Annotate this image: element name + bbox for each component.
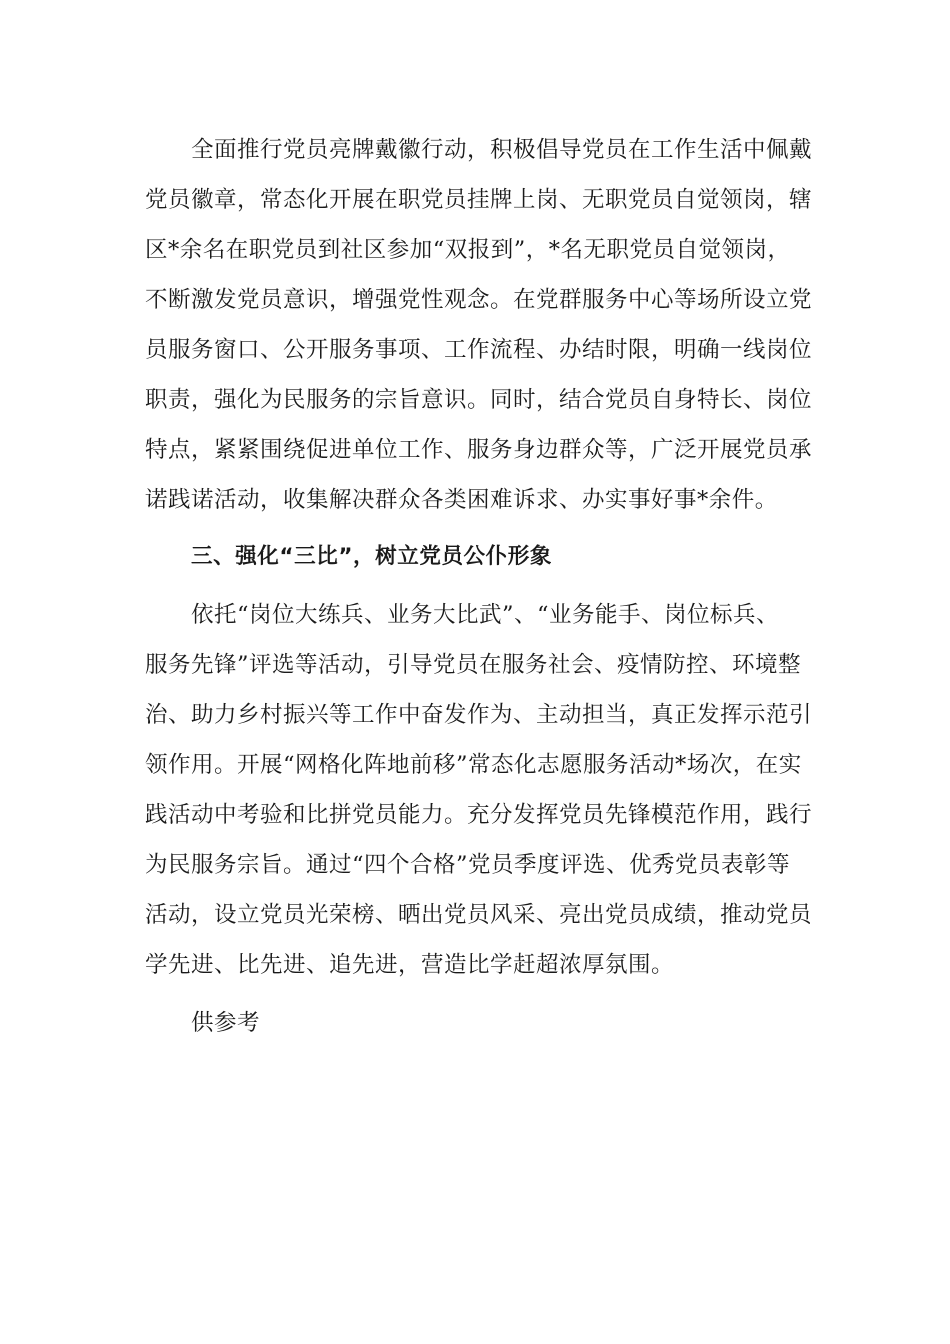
- section-heading: 三、强化“三比”，树立党员公仆形象: [191, 544, 552, 569]
- paragraph-line: 职责，强化为民服务的宗旨意识。同时，结合党员自身特长、岗位: [145, 387, 813, 413]
- paragraph-line: 员服务窗口、公开服务事项、工作流程、办结时限，明确一线岗位: [145, 337, 813, 363]
- paragraph-line: 为民服务宗旨。通过“四个合格”党员季度评选、优秀党员表彰等: [145, 852, 791, 878]
- paragraph-line: 不断激发党员意识，增强党性观念。在党群服务中心等场所设立党: [145, 287, 813, 313]
- paragraph-line: 区*余名在职党员到社区参加“双报到”，*名无职党员自觉领岗，: [145, 237, 791, 263]
- closing-note: 供参考: [191, 1010, 261, 1036]
- paragraph-line: 依托“岗位大练兵、业务大比武”、“业务能手、岗位标兵、: [191, 602, 780, 628]
- paragraph-line: 全面推行党员亮牌戴徽行动，积极倡导党员在工作生活中佩戴: [191, 137, 813, 163]
- paragraph-line: 特点，紧紧围绕促进单位工作、服务身边群众等，广泛开展党员承: [145, 437, 813, 463]
- paragraph-line: 活动，设立党员光荣榜、晒出党员风采、亮出党员成绩，推动党员: [145, 902, 813, 928]
- paragraph-line: 治、助力乡村振兴等工作中奋发作为、主动担当，真正发挥示范引: [145, 702, 813, 728]
- paragraph-line: 学先进、比先进、追先进，营造比学赶超浓厚氛围。: [145, 952, 675, 978]
- paragraph-line: 诺践诺活动，收集解决群众各类困难诉求、办实事好事*余件。: [145, 487, 778, 513]
- paragraph-line: 践活动中考验和比拼党员能力。充分发挥党员先锋模范作用，践行: [145, 802, 813, 828]
- paragraph-line: 领作用。开展“网格化阵地前移”常态化志愿服务活动*场次，在实: [145, 752, 802, 778]
- paragraph-line: 党员徽章，常态化开展在职党员挂牌上岗、无职党员自觉领岗，辖: [145, 187, 813, 213]
- paragraph-line: 服务先锋”评选等活动，引导党员在服务社会、疫情防控、环境整: [145, 652, 802, 678]
